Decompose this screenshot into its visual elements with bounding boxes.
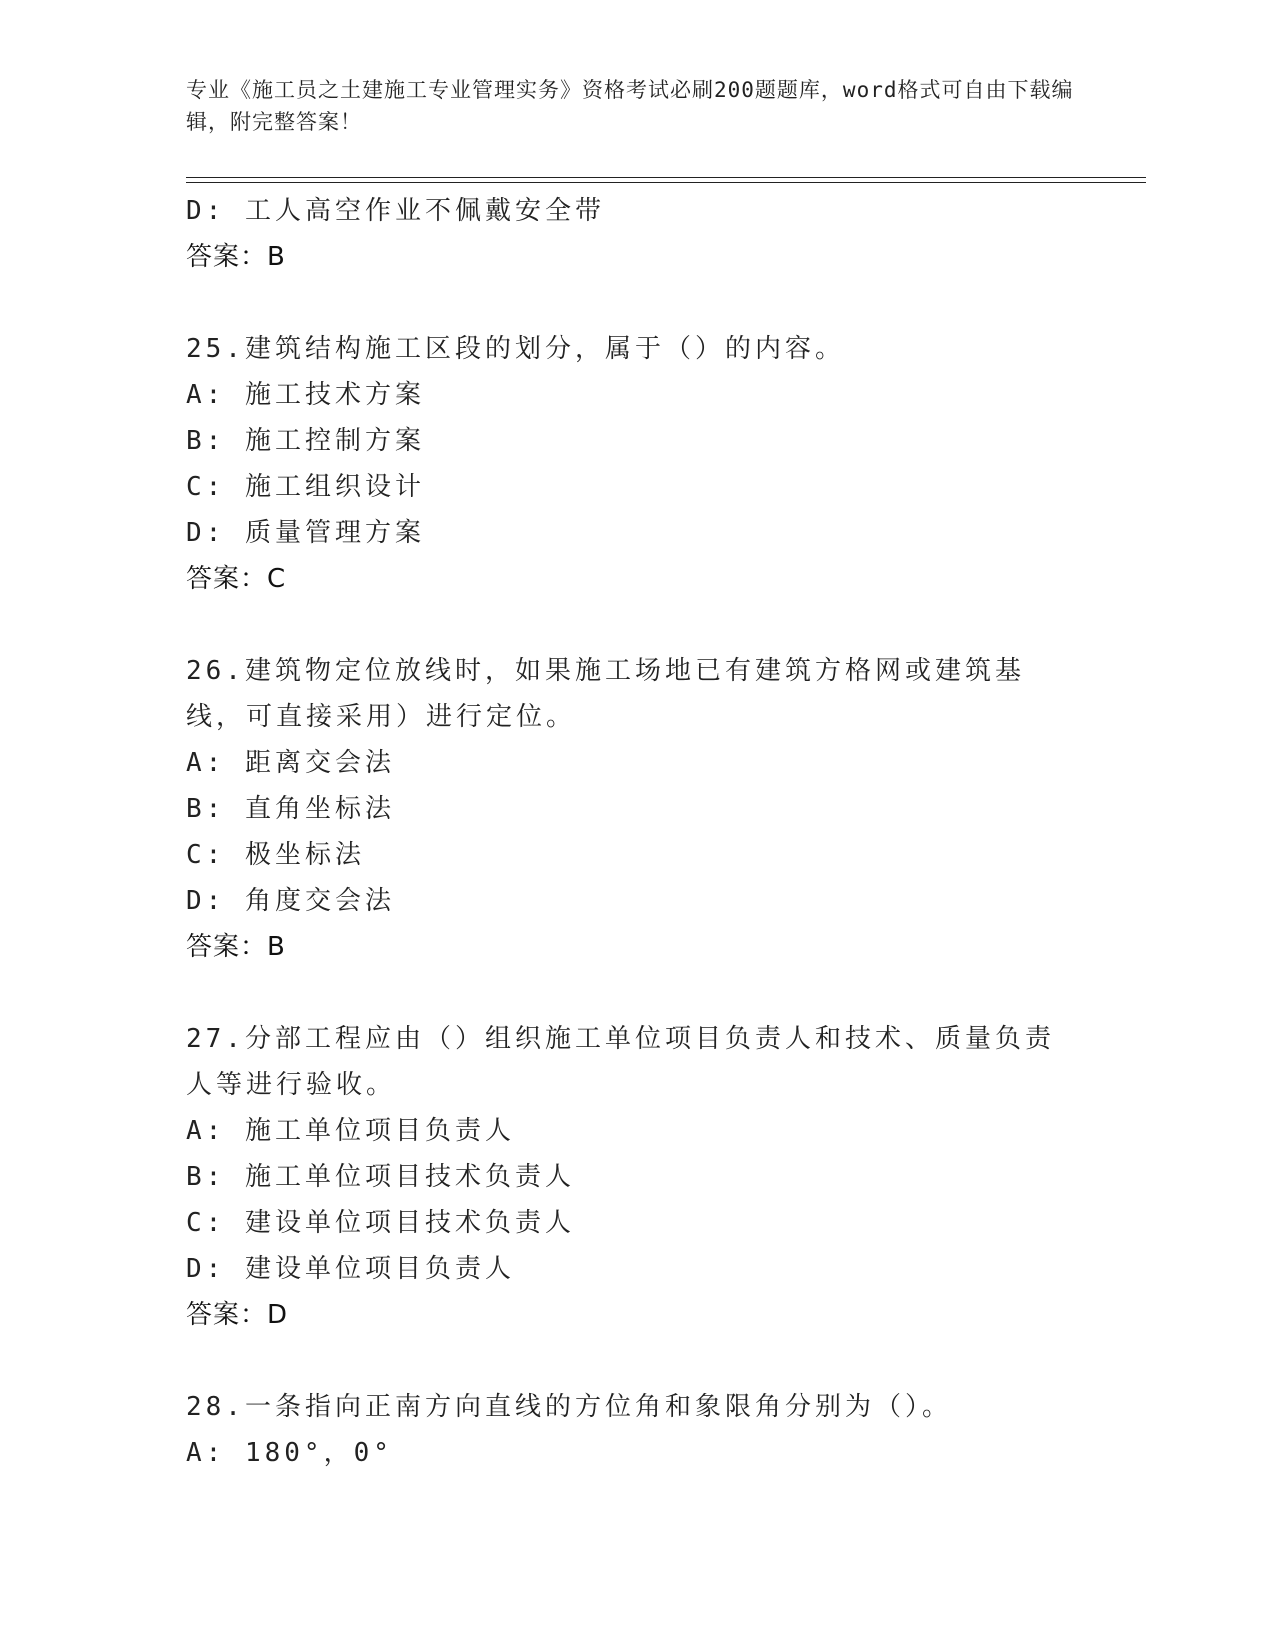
question-27-option-b: B: 施工单位项目技术负责人: [186, 1162, 575, 1192]
spacer: [186, 602, 1086, 648]
question-26-option-d: D: 角度交会法: [186, 886, 395, 916]
question-26-answer: 答案：B: [186, 932, 286, 962]
question-25-answer: 答案：C: [186, 564, 287, 594]
document-header: 专业《施工员之土建施工专业管理实务》资格考试必刷200题题库，word格式可自由下载编辑，附完整答案！: [186, 78, 1074, 134]
question-27-answer: 答案：D: [186, 1300, 289, 1330]
question-25-option-a: A: 施工技术方案: [186, 380, 425, 410]
question-27-option-a: A: 施工单位项目负责人: [186, 1116, 515, 1146]
spacer: [186, 1338, 1086, 1384]
question-27-option-d: D: 建设单位项目负责人: [186, 1254, 515, 1284]
question-25-option-b: B: 施工控制方案: [186, 426, 425, 456]
question-26-option-a: A: 距离交会法: [186, 748, 395, 778]
question-25-option-d: D: 质量管理方案: [186, 518, 425, 548]
question-26-stem: 26.建筑物定位放线时，如果施工场地已有建筑方格网或建筑基线，可直接采用）进行定位。: [186, 656, 1025, 732]
spacer: [186, 970, 1086, 1016]
question-list: [186, 188, 1086, 1476]
question-25-option-c: C: 施工组织设计: [186, 472, 425, 502]
prev-answer: 答案：B: [186, 242, 286, 272]
question-26-option-c: C: 极坐标法: [186, 840, 365, 870]
question-28-stem: 28.一条指向正南方向直线的方位角和象限角分别为（）。: [186, 1392, 952, 1422]
header-divider-bottom: [186, 182, 1146, 183]
question-27-option-c: C: 建设单位项目技术负责人: [186, 1208, 575, 1238]
question-28-option-a: A: 180°，0°: [186, 1438, 393, 1468]
spacer: [186, 280, 1086, 326]
question-27-stem: 27.分部工程应由（）组织施工单位项目负责人和技术、质量负责人等进行验收。: [186, 1024, 1055, 1100]
header-divider-top: [186, 177, 1146, 178]
question-25-stem: 25.建筑结构施工区段的划分，属于（）的内容。: [186, 334, 845, 364]
question-26-option-b: B: 直角坐标法: [186, 794, 395, 824]
prev-option-d: D: 工人高空作业不佩戴安全带: [186, 196, 605, 226]
